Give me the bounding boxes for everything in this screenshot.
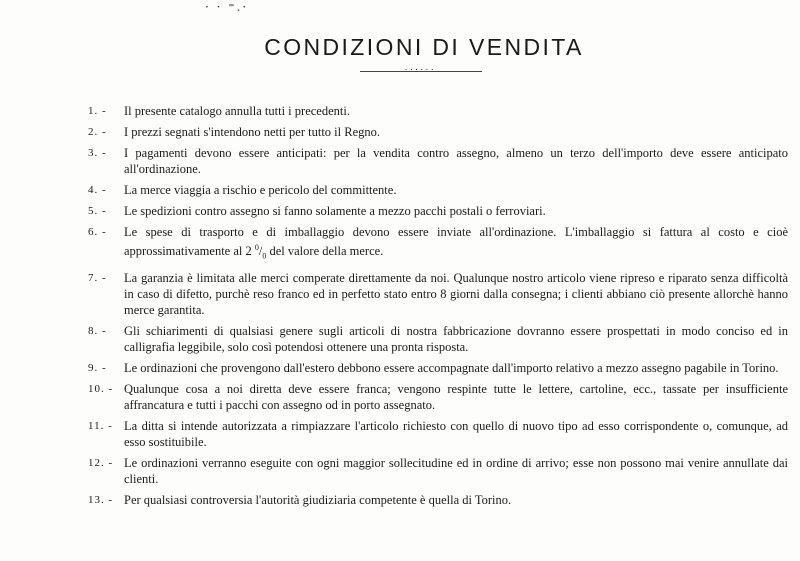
list-item: [88, 381, 788, 413]
item-text: I pagamenti devono essere anticipati: per la vendita contro assegno, almeno un terzo dell'importo deve essere anticipato all'ordinazione.: [124, 146, 788, 176]
percent-sign-slash: /: [258, 244, 263, 259]
item-text-after: del valore della merce.: [266, 244, 384, 259]
item-number: 11. -: [88, 419, 113, 432]
item-text: La ditta si intende autorizzata a rimpiazzare l'articolo richiesto con quello di nuovo tipo ad esso corrispondente o, comunque, ad esso sostituibile.: [124, 418, 788, 449]
item-text: La garanzia è limitata alle merci comperate direttamente da noi. Qualunque nostro articolo viene ripreso e riparato senza difficoltà in caso di difetto, purchè reso franco ed in perfetto stato entro 8 giorni dalla consegna; i clienti abbiano ciò presente allorchè hanno merce garantita.: [124, 270, 788, 317]
list-item: [88, 124, 788, 140]
list-item: [88, 224, 788, 265]
percent-sign-bottom: 0: [262, 251, 267, 261]
item-number: 2. -: [88, 126, 107, 138]
item-number: 8. -: [88, 324, 107, 337]
item-number: 6. -: [88, 226, 107, 238]
item-text: Le spedizioni contro assegno si fanno solamente a mezzo pacchi postali o ferroviari.: [124, 204, 546, 218]
item-number: 10. -: [88, 382, 114, 395]
item-number: 3. -: [88, 147, 107, 159]
conditions-list: [88, 103, 788, 513]
list-item: [88, 323, 788, 355]
print-specks: · · ⁼.·: [205, 0, 249, 14]
item-text: Per qualsiasi controversia l'autorità giudiziaria competente è quella di Torino.: [124, 492, 512, 507]
item-number: 9. -: [88, 361, 107, 374]
percent-sign-top: 0: [254, 243, 259, 252]
item-text: La merce viaggia a rischio e pericolo del committente.: [124, 183, 397, 197]
list-item: [88, 418, 788, 450]
item-number: 5. -: [88, 205, 107, 217]
item-number: 4. -: [88, 184, 107, 196]
item-number: 1. -: [88, 105, 107, 117]
item-text: Gli schiarimenti di qualsiasi genere sugli articoli di nostra fabbricazione dovranno essere prospettati in modo conciso ed in calligrafia leggibile, solo così potendosi ottenere una pronta risposta.: [124, 323, 788, 354]
item-text: I prezzi segnati s'intendono netti per tutto il Regno.: [124, 125, 381, 139]
page-title: CONDIZIONI DI VENDITA: [264, 34, 584, 60]
list-item: [88, 360, 788, 376]
list-item: [88, 455, 788, 487]
item-text: [124, 224, 788, 265]
item-number: 12. -: [88, 456, 114, 469]
item-text: Le ordinazioni verranno eseguite con ogni maggior sollecitudine ed in ordine di arrivo; esse non possono mai venire annullate dai clienti.: [124, 455, 788, 486]
list-item: [88, 492, 788, 508]
title-underline-ornament: ······: [404, 66, 436, 74]
item-number: 13. -: [88, 493, 114, 506]
list-item: [88, 145, 788, 177]
list-item: [88, 270, 788, 318]
item-text: Le ordinazioni che provengono dall'estero debbono essere accompagnate dall'importo relativo a mezzo assegno pagabile in Torino.: [124, 360, 779, 375]
list-item: [88, 103, 788, 119]
item-text: Il presente catalogo annulla tutti i precedenti.: [124, 104, 350, 118]
item-text: Qualunque cosa a noi diretta deve essere franca; vengono respinte tutte le lettere, cartoline, ecc., tassate per insufficiente affrancatura e tutti i pacchi con assegno od in porto assegnato.: [124, 381, 788, 412]
item-text-before: Le spese di trasporto e di imballaggio devono essere inviate all'ordinazione. L'imballaggio si fattura al costo e cioè approssimativamente al 2: [124, 225, 788, 259]
list-item: [88, 182, 788, 198]
list-item: [88, 203, 788, 219]
item-number: 7. -: [88, 271, 107, 284]
